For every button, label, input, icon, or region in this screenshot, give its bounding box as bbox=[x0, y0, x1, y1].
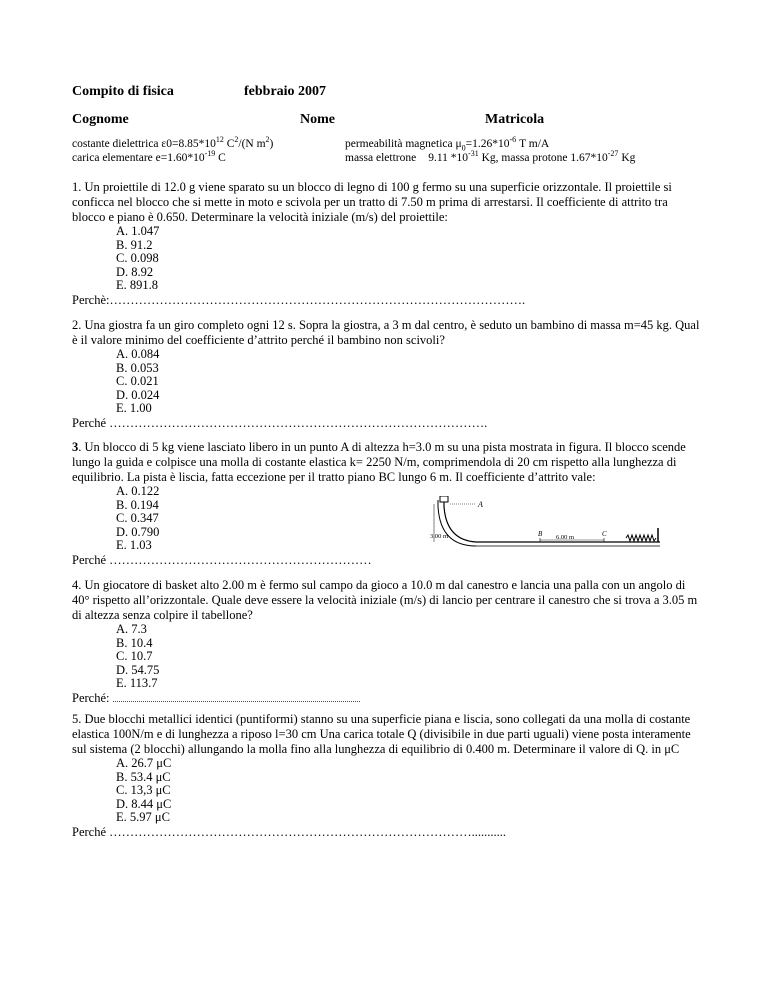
question-text: 3. Un blocco di 5 kg viene lasciato libero in un punto A di altezza h=3.0 m su una pista mostrata in figura. Il blocco scende lungo la guida e colpisce una molla di costante elastica k= 2250 N/m, comprimendola di 20 cm rispetto alla lunghezza di equilibrio. La pista è liscia, fatta eccezione per il tratto piano BC lungo 6 m. Il coefficiente d’attrito vale: bbox=[72, 440, 686, 484]
option-d[interactable]: D. 54.75 bbox=[116, 662, 160, 677]
option-a[interactable]: A. 0.084 bbox=[116, 347, 160, 361]
option-c[interactable]: C. 0.098 bbox=[116, 251, 159, 266]
option-a[interactable]: A. 26.7 μC bbox=[116, 756, 172, 770]
label-a: A bbox=[478, 500, 483, 509]
option-e[interactable]: E. 5.97 μC bbox=[116, 810, 170, 825]
options-list bbox=[72, 225, 704, 293]
option-d[interactable]: D. 8.44 μC bbox=[116, 796, 172, 811]
option-e[interactable]: E. 1.00 bbox=[116, 401, 152, 416]
options-list bbox=[72, 348, 704, 416]
question-text: 2. Una giostra fa un giro completo ogni 12 s. Sopra la giostra, a 3 m dal centro, è seduto un bambino di massa m=45 kg. Qual è il valore minimo del coefficiente d’attrito perché il bambino non scivoli? bbox=[72, 318, 700, 347]
constant-dielectric: costante dielettrica $\varepsilon 0=8.85*10^{12}$ $C^2/(N$ $m^2$) bbox=[72, 135, 274, 150]
option-c[interactable]: C. 13,3 μC bbox=[116, 783, 171, 798]
question-4 bbox=[72, 578, 704, 707]
option-b[interactable]: B. 0.053 bbox=[116, 360, 159, 375]
track-figure bbox=[430, 496, 662, 559]
option-a[interactable]: A. 7.3 bbox=[116, 622, 147, 636]
option-d[interactable]: D. 8.92 bbox=[116, 264, 154, 279]
track-diagram bbox=[430, 496, 662, 554]
nome-label: Nome bbox=[300, 112, 335, 127]
exam-date: febbraio 2007 bbox=[244, 84, 327, 99]
option-b[interactable]: B. 91.2 bbox=[116, 237, 153, 252]
label-length: 6.00 m bbox=[556, 534, 575, 541]
question-number: 3 bbox=[72, 440, 79, 454]
option-c[interactable]: C. 0.021 bbox=[116, 374, 159, 389]
constant-permeability: permeabilità magnetica $\mu_0=1.26*10^{-6}$ T m/A bbox=[345, 135, 550, 153]
option-b[interactable]: B. 0.194 bbox=[116, 497, 159, 512]
constant-charge: carica elementare $e=1.60*10^{-19}$ C bbox=[72, 149, 226, 164]
matricola-label: Matricola bbox=[485, 112, 545, 127]
question-5 bbox=[72, 712, 704, 840]
option-b[interactable]: B. 10.4 bbox=[116, 635, 153, 650]
option-b[interactable]: B. 53.4 μC bbox=[116, 769, 171, 784]
option-d[interactable]: D. 0.024 bbox=[116, 387, 160, 402]
option-c[interactable]: C. 0.347 bbox=[116, 511, 159, 526]
option-e[interactable]: E. 1.03 bbox=[116, 538, 152, 553]
option-e[interactable]: E. 113.7 bbox=[116, 676, 158, 691]
label-b: B bbox=[538, 530, 543, 538]
why-line: Perché ………………………………………………………………………………. bbox=[72, 415, 488, 430]
why-line: Perché ……………………………………………………… bbox=[72, 552, 372, 567]
option-a[interactable]: A. 0.122 bbox=[116, 484, 160, 498]
exam-title: Compito di fisica bbox=[72, 84, 174, 99]
option-c[interactable]: C. 10.7 bbox=[116, 649, 153, 664]
why-line: Perché: ............................................................................................................................ bbox=[72, 690, 361, 705]
cognome-label: Cognome bbox=[72, 112, 129, 127]
question-text: 1. Un proiettile di 12.0 g viene sparato su un blocco di legno di 100 g fermo su una superficie orizzontale. Il proiettile si conficca nel blocco che si mette in moto e scivola per un tratto di 7.50 m prima di arrestarsi. Il coefficiente di attrito tra blocco e piano è 0.650. Determinare la velocità iniziale (m/s) del proiettile: bbox=[72, 180, 672, 224]
block-icon bbox=[440, 496, 448, 502]
option-e[interactable]: E. 891.8 bbox=[116, 278, 159, 293]
label-c: C bbox=[602, 530, 607, 538]
label-height: 3.00 m bbox=[430, 533, 449, 540]
spring-icon bbox=[626, 535, 656, 541]
options-list bbox=[72, 757, 704, 825]
constant-masses: massa elettrone 9.11 $*10^{-31}$ Kg, massa protone $1.67*10^{-27}$ Kg bbox=[345, 149, 636, 164]
option-d[interactable]: D. 0.790 bbox=[116, 524, 160, 539]
question-1 bbox=[72, 180, 704, 308]
option-a[interactable]: A. 1.047 bbox=[116, 224, 160, 238]
question-text: 5. Due blocchi metallici identici (puntiformi) stanno su una superficie piana e liscia, sono collegati da una molla di costante elastica 100N/m e di lunghezza a riposo l=30 cm Una carica totale Q (divisibile in due parti uguali) viene posta interamente sul sistema (2 blocchi) allungando la molla fino alla lunghezza di equilibrio di 0.400 m. Determinare il valore di Q. in μC bbox=[72, 712, 691, 756]
options-list bbox=[72, 623, 704, 691]
question-2 bbox=[72, 318, 704, 431]
why-line: Perché ……………………………………………………………………………........... bbox=[72, 824, 507, 839]
question-text: 4. Un giocatore di basket alto 2.00 m è fermo sul campo da gioco a 10.0 m dal canestro e lancia una palla con un angolo di 40° rispetto all’orizzontale. Quale deve essere la velocità iniziale (m/s) di lancio per centrare il canestro che si trova a 3.05 m di altezza senza colpire il tabellone? bbox=[72, 578, 698, 622]
why-line: Perchè:………………………………………………………………………………………. bbox=[72, 292, 526, 307]
